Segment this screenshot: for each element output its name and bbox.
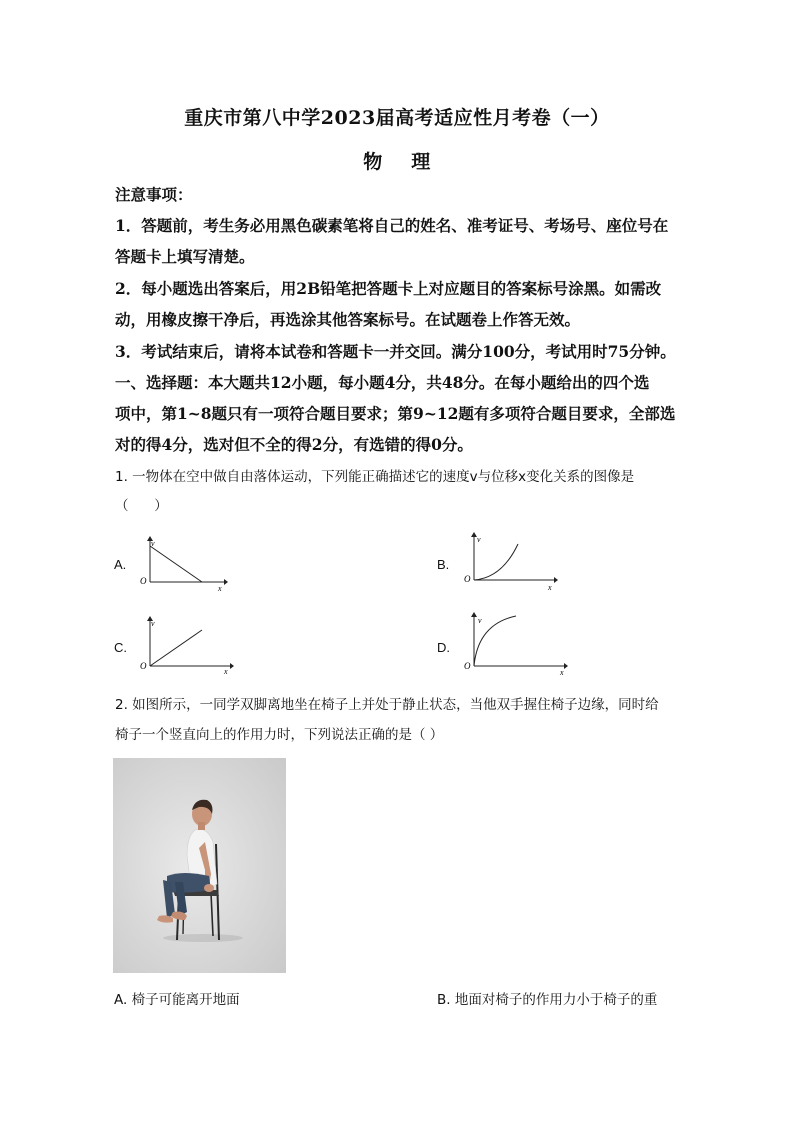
origin-label: O — [464, 661, 471, 671]
notice-line: 答题卡上填写清楚。 — [115, 247, 255, 266]
question-2-stem-cont: 椅子一个竖直向上的作用力时，下列说法正确的是（ ） — [115, 727, 444, 743]
notice-line: 3．考试结束后，请将本试卷和答题卡一并交回。满分100分，考试用时75分钟。 — [115, 342, 676, 361]
option-d-graph — [462, 612, 568, 676]
axis-x-label: x — [548, 583, 552, 592]
origin-label: O — [464, 574, 471, 584]
question-2-option-a[interactable]: A. 椅子可能离开地面 — [114, 992, 240, 1008]
axis-v-label: v — [151, 619, 155, 628]
notice-heading: 注意事项： — [115, 185, 193, 204]
option-c-label[interactable]: C. — [114, 640, 127, 655]
origin-label: O — [140, 576, 147, 586]
notice-line: 动，用橡皮擦干净后，再选涂其他答案标号。在试题卷上作答无效。 — [115, 310, 581, 329]
notice-line: 1．答题前，考生务必用黑色碳素笔将自己的姓名、准考证号、考场号、座位号在 — [115, 216, 669, 235]
question-1-bracket: （ ） — [115, 498, 168, 514]
axis-v-label: v — [478, 616, 482, 625]
axis-v-label: v — [477, 535, 481, 544]
option-c-graph — [138, 616, 234, 676]
section-instruction-line: 项中，第1~8题只有一项符合题目要求；第9~12题有多项符合题目要求，全部选 — [115, 404, 676, 423]
axis-v-label: v — [151, 539, 155, 548]
question-1-stem: 1. 一物体在空中做自由落体运动，下列能正确描述它的速度v与位移x变化关系的图像是 — [115, 469, 635, 485]
axis-x-label: x — [560, 668, 564, 676]
section-instruction-line: 一、选择题：本大题共12小题，每小题4分，共48分。在每小题给出的四个选 — [115, 373, 650, 392]
exam-subject: 物 理 — [363, 151, 431, 173]
section-instruction-line: 对的得4分，选对但不全的得2分，有选错的得0分。 — [115, 435, 473, 454]
option-b-graph — [462, 532, 558, 592]
option-a-label[interactable]: A. — [114, 557, 127, 572]
question-2-stem: 2. 如图所示，一同学双脚离地坐在椅子上并处于静止状态，当他双手握住椅子边缘，同时给 — [115, 697, 659, 713]
option-b-label[interactable]: B. — [437, 557, 450, 572]
option-d-label[interactable]: D. — [437, 640, 450, 655]
student-on-chair-photo — [113, 758, 286, 973]
axis-x-label: x — [224, 667, 228, 676]
origin-label: O — [140, 661, 147, 671]
exam-title: 重庆市第八中学2023届高考适应性月考卷（一） — [184, 107, 610, 129]
question-2-option-b[interactable]: B. 地面对椅子的作用力小于椅子的重 — [437, 992, 658, 1008]
axis-x-label: x — [218, 584, 222, 592]
option-a-graph — [138, 536, 228, 592]
notice-line: 2．每小题选出答案后，用2B铅笔把答题卡上对应题目的答案标号涂黑。如需改 — [115, 279, 662, 298]
